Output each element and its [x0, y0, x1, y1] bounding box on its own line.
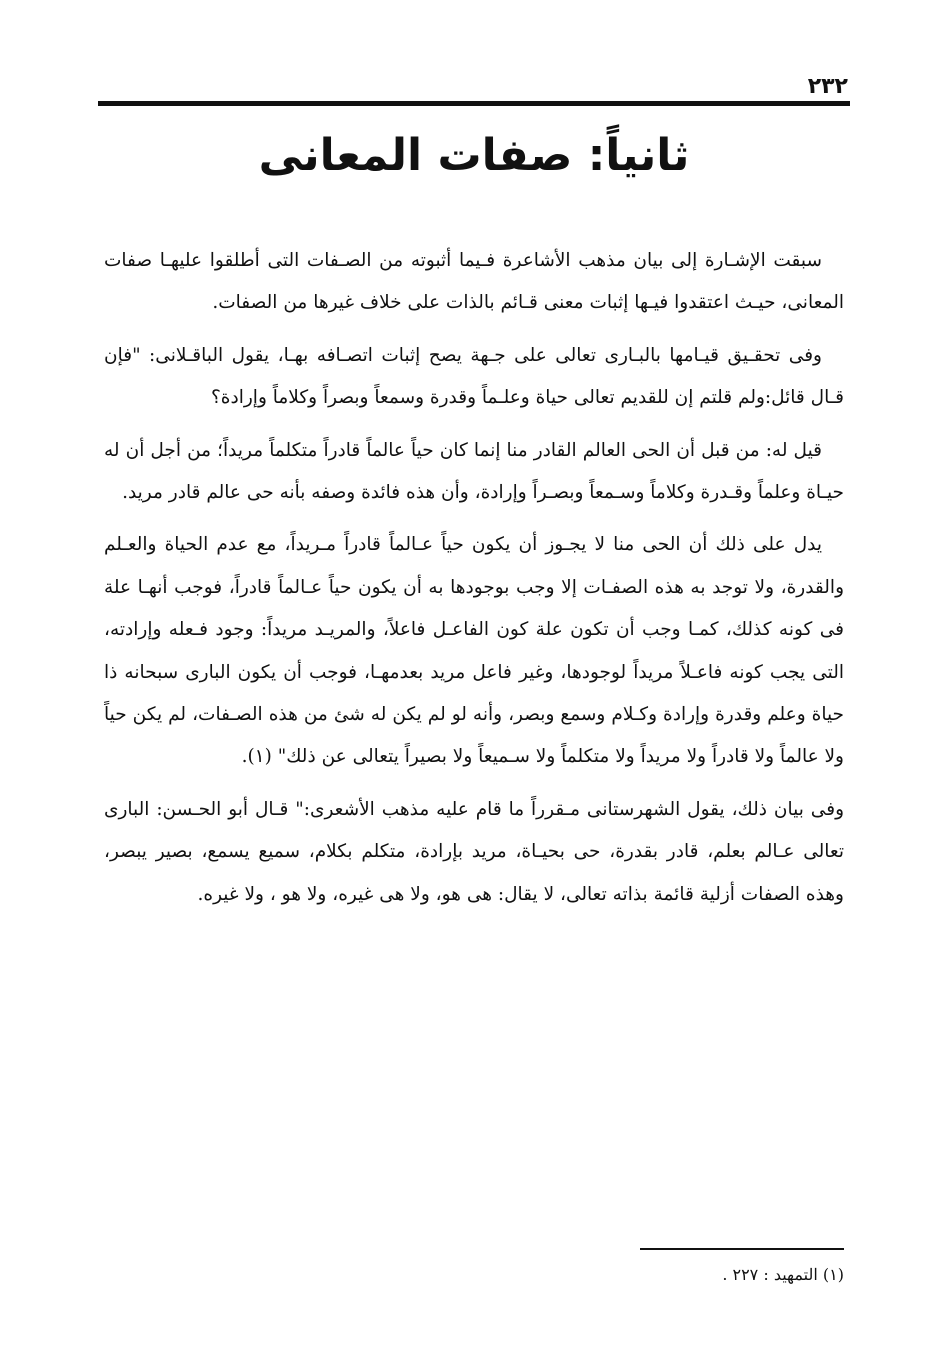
page-number: ٢٣٢ [807, 74, 848, 99]
section-title: ثانياً: صفات المعانى [258, 130, 690, 181]
footnote: (١) التمهيد : ٢٢٧ . [722, 1265, 844, 1284]
paragraph-2: وفى تحقـيق قيـامها بالبـارى تعالى على جـهة يصح إثبات اتصـافه بهـا، يقول الباقـلانى: "فإن قـال قائل:ولم قلتم إن للقديم تعالى حياة وعلـماً وقدرة وسمعاً وبصراً وكلاماً وإرادة؟ [104, 344, 844, 409]
paragraph-4: يدل على ذلك أن الحى منا لا يجـوز أن يكون حياً عـالماً قادراً مـريداً، مع عدم الحياة والعـلم والقدرة، ولا توجد به هذه الصفـات إلا وجب بوجودها به أن يكون حياً عـالماً قادراً، فوجب أنهـا علة فى كونه كذلك، كمـا وجب أن تكون علة كون الفاعـل فاعلاً، والمريـد مريداً: وجود فـعله وإرادته، التى يجب كونه فاعـلاً مريداً لوجودها، وغير فاعل مريد بعدمهـا، فوجب أن يكون البارى سبحانه ذا حياة وعلم وقدرة وإرادة وكـلام وسمع وبصر، وأنه لو لم يكن له شئ من هذه الصـفات، لم يكن حياً ولا عالماً ولا قادراً ولا مريداً ولا متكلماً ولا سـميعاً ولا بصيراً يتعالى عن ذلك" (١). [104, 534, 844, 768]
header-rule [98, 101, 850, 106]
paragraph-5: وفى بيان ذلك، يقول الشهرستانى مـقرراً ما قام عليه مذهب الأشعرى:" قـال أبو الحـسن: البارى تعالى عـالم بعلم، قادر بقدرة، حى بحيـاة، مريد بإرادة، متكلم بكلام، سميع يسمع، بصير يبصر، وهذه الصفات أزلية قائمة بذاته تعالى، لا يقال: هى هو، ولا هى غيره، ولا هو ، ولا غيره. [104, 798, 844, 905]
footnote-rule [640, 1248, 844, 1250]
paragraph-3: قيل له: من قبل أن الحى العالم القادر منا إنما كان حياً عالماً قادراً متكلماً مريداً؛ من أجل أن له حيـاة وعلماً وقـدرة وكلاماً وسـمعاً وبصـراً وإرادة، وأن هذه فائدة وصفه بأنه حى عالم قادر مريد. [104, 439, 844, 504]
body-text [104, 240, 844, 926]
paragraph-1: سبقت الإشـارة إلى بيان مذهب الأشاعرة فـيما أثبوته من الصـفات التى أطلقوا عليهـا صفات المعانى، حيـث اعتقدوا فيـها إثبات معنى قـائم بالذات على خلاف غيرها من الصفات. [104, 250, 844, 314]
